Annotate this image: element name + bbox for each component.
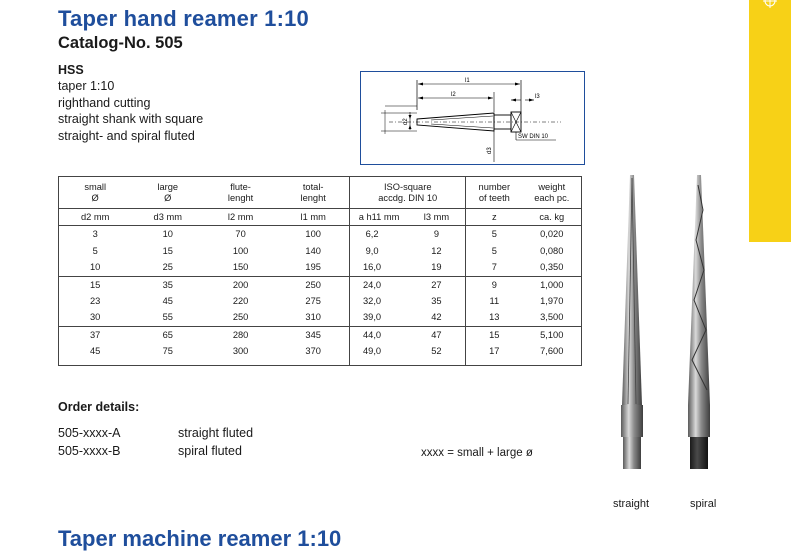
table-cell: 100 <box>232 245 249 256</box>
table-cell: 25 <box>162 262 173 273</box>
yellow-side-tab <box>749 0 791 242</box>
table-cell: 52 <box>431 346 442 357</box>
table-cell: 9,0 <box>350 243 408 259</box>
unit-cell: l3 mm <box>408 209 466 226</box>
caption-straight: straight <box>613 498 650 510</box>
table-cell: 7,600 <box>540 346 564 357</box>
material-label: HSS <box>58 63 84 77</box>
header-iso-square <box>350 177 466 209</box>
table-cell: 55 <box>162 312 173 323</box>
table-cell: 35 <box>131 276 204 293</box>
next-section-title: Taper machine reamer 1:10 <box>58 526 342 551</box>
table-cell: 370 <box>305 346 321 357</box>
table-cell: 250 <box>277 276 350 293</box>
header-weight <box>523 177 582 209</box>
table-cell: 45 <box>162 296 173 307</box>
table-cell: 65 <box>131 326 204 343</box>
table-row <box>59 276 582 293</box>
table-cell: 45 <box>89 346 101 357</box>
table-cell: 30 <box>89 312 101 323</box>
tool-images <box>600 170 750 480</box>
table-row <box>59 293 582 309</box>
reamer-diagram <box>361 72 583 163</box>
table-cell: 32,0 <box>350 293 408 309</box>
header-text: total- lenght <box>300 181 326 203</box>
header-text: number of teeth <box>478 181 511 203</box>
table-cell: 10 <box>162 229 173 240</box>
header-flute-length <box>204 177 277 209</box>
table-cell: 150 <box>232 262 249 273</box>
table-cell: 220 <box>232 296 249 307</box>
table-cell: 1,000 <box>523 276 582 293</box>
table-cell: 250 <box>232 312 249 323</box>
table-row <box>59 259 582 276</box>
table-cell: 9 <box>433 229 440 240</box>
table-cell: 0,080 <box>540 245 564 256</box>
table-cell: 275 <box>305 296 321 307</box>
table-cell: 24,0 <box>350 276 408 293</box>
table-row <box>59 309 582 326</box>
order-code-b: 505-xxxx-B <box>58 444 121 458</box>
header-text: ISO-square accdg. DIN 10 <box>378 181 438 203</box>
table-header-row <box>59 177 582 209</box>
table-cell: 345 <box>277 326 350 343</box>
table-cell: 19 <box>431 262 442 273</box>
table-cell: 15 <box>59 276 132 293</box>
dim-l2-label: l2 <box>451 92 456 98</box>
table-row <box>59 343 582 366</box>
dim-d2-label: d2 <box>403 118 409 125</box>
caption-spiral: spiral <box>690 498 717 510</box>
unit-cell: d3 mm <box>131 209 204 226</box>
table-cell: 44,0 <box>350 326 408 343</box>
unit-cell: l2 mm <box>204 209 277 226</box>
table-cell: 140 <box>305 245 321 256</box>
unit-cell: a h11 mm <box>350 209 408 226</box>
table-cell: 15 <box>466 326 523 343</box>
table-cell: 17 <box>466 343 523 366</box>
table-cell: 7 <box>466 259 523 276</box>
header-text: weight each pc. <box>534 181 570 203</box>
table-cell: 1,970 <box>540 296 564 307</box>
table-cell: 195 <box>305 262 321 273</box>
sw-din-label: SW DIN 10 <box>518 134 549 140</box>
table-cell: 280 <box>204 326 277 343</box>
straight-reamer-image <box>621 175 643 469</box>
table-cell: 5 <box>92 245 98 256</box>
table-cell: 39,0 <box>350 309 408 326</box>
header-large-dia <box>131 177 204 209</box>
header-text: small Ø <box>84 181 107 203</box>
table-cell: 6,2 <box>350 226 408 243</box>
table-cell: 27 <box>408 276 466 293</box>
table-cell: 300 <box>232 346 249 357</box>
catalog-number: Catalog-No. 505 <box>58 34 183 52</box>
table-cell: 5 <box>466 243 523 259</box>
properties-list <box>58 62 203 144</box>
dim-d3-label: d3 <box>487 147 493 154</box>
crosshair-icon <box>763 0 777 8</box>
dim-l3-label: l3 <box>535 94 540 100</box>
table-cell: 200 <box>204 276 277 293</box>
header-text: large Ø <box>157 181 179 203</box>
property-line: taper 1:10 <box>58 79 115 94</box>
table-cell: 310 <box>305 312 321 323</box>
unit-cell: ca. kg <box>523 209 582 226</box>
table-cell: 16,0 <box>350 259 408 276</box>
table-cell: 10 <box>89 262 101 273</box>
specification-table <box>58 176 582 366</box>
header-teeth <box>466 177 523 209</box>
unit-cell: d2 mm <box>59 209 132 226</box>
table-cell: 12 <box>431 245 442 256</box>
table-cell: 49,0 <box>350 343 408 366</box>
header-text: flute- lenght <box>227 181 254 203</box>
table-cell: 37 <box>59 326 132 343</box>
technical-drawing <box>360 71 585 165</box>
table-cell: 75 <box>162 346 173 357</box>
table-cell: 9 <box>466 276 523 293</box>
table-cell: 11 <box>466 293 523 309</box>
property-line: straight- and spiral fluted <box>58 128 195 143</box>
table-cell: 5,100 <box>523 326 582 343</box>
table-cell: 15 <box>162 245 173 256</box>
unit-cell: l1 mm <box>277 209 350 226</box>
spiral-reamer-image <box>688 175 710 469</box>
table-cell: 100 <box>305 229 321 240</box>
table-cell: 3,500 <box>540 312 564 323</box>
table-cell: 35 <box>431 296 442 307</box>
table-cell: 0,020 <box>540 229 564 240</box>
table-cell: 13 <box>466 309 523 326</box>
header-total-length <box>277 177 350 209</box>
table-row <box>59 243 582 259</box>
table-row <box>59 226 582 243</box>
property-line: straight shank with square <box>58 112 204 127</box>
table-cell: 42 <box>431 312 442 323</box>
table-row <box>59 326 582 343</box>
page-title: Taper hand reamer 1:10 <box>58 6 309 31</box>
order-details-heading: Order details: <box>58 400 140 414</box>
table-cell: 23 <box>89 296 101 307</box>
table-cell: 5 <box>466 226 523 243</box>
header-small-dia <box>59 177 132 209</box>
table-cell: 3 <box>92 229 98 240</box>
property-line: righthand cutting <box>58 95 151 110</box>
order-desc-b: spiral fluted <box>178 444 242 458</box>
table-units-row <box>59 209 582 226</box>
table-cell: 47 <box>408 326 466 343</box>
dim-l1-label: l1 <box>465 78 470 84</box>
order-code-note: xxxx = small + large ø <box>421 447 533 459</box>
order-desc-a: straight fluted <box>178 426 254 440</box>
table-cell: 0,350 <box>540 262 564 273</box>
unit-cell: z <box>466 209 523 226</box>
table-cell: 70 <box>235 229 246 240</box>
order-code-a: 505-xxxx-A <box>58 426 121 440</box>
